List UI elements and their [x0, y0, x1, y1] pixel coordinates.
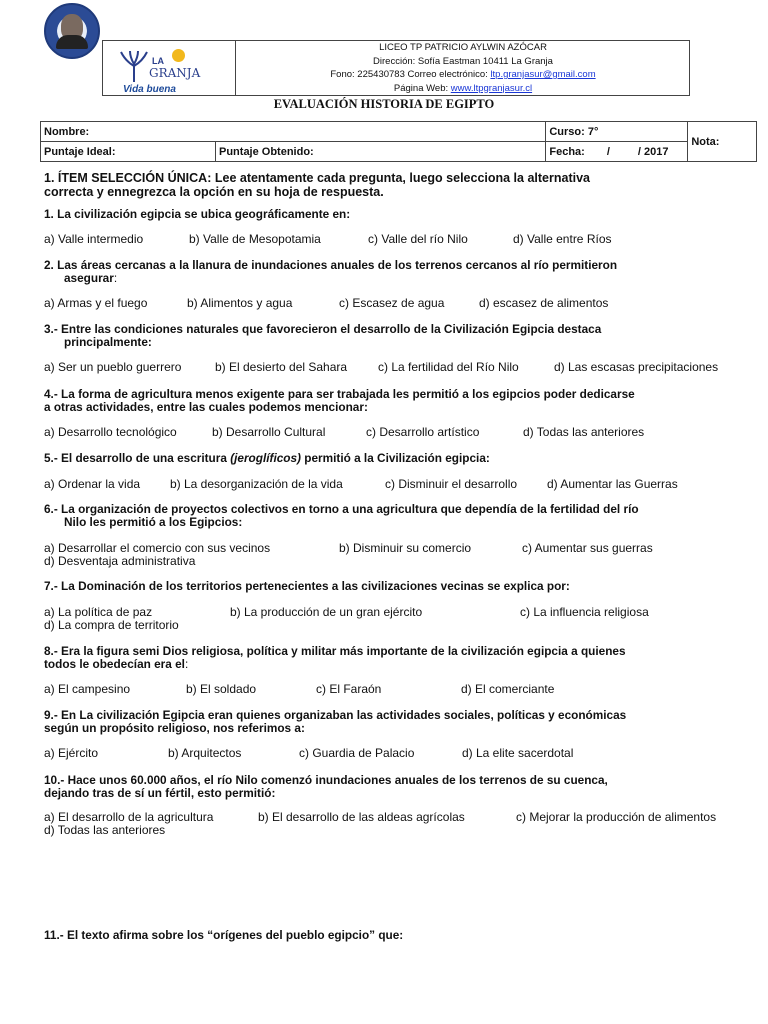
fecha-cell[interactable] — [546, 142, 688, 162]
question-text: permitió a la Civilización egipcia: — [301, 451, 490, 465]
option-c[interactable]: c) El Faraón — [316, 682, 382, 696]
student-info-table — [40, 121, 757, 162]
question-text: 8.- Era la figura semi Dios religiosa, política y militar más importante de la civilización egipcia a quienes — [44, 644, 626, 658]
option-c[interactable]: c) Mejorar la producción de alimentos — [516, 810, 717, 824]
option-d[interactable]: d) Todas las anteriores — [44, 823, 166, 837]
question-text: Nilo les permitió a los Egipcios: — [64, 515, 243, 529]
school-name: LICEO TP PATRICIO AYLWIN AZÓCAR — [379, 42, 547, 53]
question-tail: : — [113, 271, 118, 285]
option-b[interactable]: b) Arquitectos — [168, 746, 242, 760]
question-text: 6.- La organización de proyectos colectivos en torno a una agricultura que dependía de la fertilidad del río — [44, 502, 639, 516]
question-text: 5.- El desarrollo de una escritura — [44, 451, 231, 465]
question-text: según un propósito religioso, nos referimos a: — [44, 721, 305, 735]
option-b[interactable]: b) El desierto del Sahara — [215, 360, 348, 374]
option-c[interactable]: c) Aumentar sus guerras — [522, 541, 653, 555]
nombre-cell[interactable]: Nombre: — [41, 122, 546, 142]
option-c[interactable]: c) Guardia de Palacio — [299, 746, 415, 760]
question-text: asegurar — [64, 271, 114, 285]
portrait-coat — [56, 35, 88, 49]
option-d[interactable]: d) La elite sacerdotal — [462, 746, 574, 760]
question-italic: (jeroglíficos) — [230, 451, 301, 465]
option-a[interactable]: a) Ordenar la vida — [44, 477, 141, 491]
option-a[interactable]: a) El campesino — [44, 682, 131, 696]
school-address: Dirección: Sofía Eastman 10411 La Granja — [373, 55, 553, 67]
question-text: 3.- Entre las condiciones naturales que favorecieron el desarrollo de la Civilización Egipcia destaca — [44, 322, 602, 336]
question-8 — [44, 645, 626, 671]
question-text: dejando tras de sí un fértil, esto permitió: — [44, 786, 276, 800]
question-text: a otras actividades, entre las cuales podemos mencionar: — [44, 400, 368, 414]
option-d[interactable]: d) Valle entre Ríos — [513, 232, 612, 246]
question-text: 7.- La Dominación de los territorios pertenecientes a las civilizaciones vecinas se explica por: — [44, 579, 570, 593]
option-d[interactable]: d) Desventaja administrativa — [44, 554, 196, 568]
question-text: 1. La civilización egipcia se ubica geográficamente en: — [44, 207, 351, 221]
section-heading: 1. ÍTEM SELECCIÓN ÚNICA — [44, 171, 208, 185]
curso-cell: Curso: 7° — [546, 122, 688, 142]
option-a[interactable]: a) El desarrollo de la agricultura — [44, 810, 214, 824]
tree-logo-icon — [117, 50, 151, 84]
phone-label: Fono: 225430783 Correo electrónico: — [330, 69, 491, 80]
puntaje-ideal-cell: Puntaje Ideal: — [41, 142, 216, 162]
question-2 — [44, 259, 617, 285]
question-5 — [44, 452, 490, 465]
option-b[interactable]: b) El soldado — [186, 682, 257, 696]
option-a[interactable]: a) La política de paz — [44, 605, 153, 619]
option-c[interactable]: c) Desarrollo artístico — [366, 425, 480, 439]
sun-icon — [172, 49, 185, 62]
option-a[interactable]: a) Ser un pueblo guerrero — [44, 360, 182, 374]
question-tail: : — [184, 657, 189, 671]
question-10 — [44, 774, 608, 800]
option-d[interactable]: d) Las escasas precipitaciones — [554, 360, 719, 374]
option-b[interactable]: b) Alimentos y agua — [187, 296, 293, 310]
question-4 — [44, 388, 635, 414]
option-a[interactable]: a) Ejército — [44, 746, 99, 760]
question-text: 2. Las áreas cercanas a la llanura de inundaciones anuales de los terrenos cercanos al río permitieron — [44, 258, 618, 272]
school-seal-logo — [44, 3, 100, 59]
option-a[interactable]: a) Desarrollar el comercio con sus vecinos — [44, 541, 271, 555]
option-b[interactable]: b) La producción de un gran ejército — [230, 605, 423, 619]
fecha-label: Fecha: — [549, 145, 585, 158]
option-a[interactable]: a) Valle intermedio — [44, 232, 144, 246]
option-c[interactable]: c) Disminuir el desarrollo — [385, 477, 518, 491]
question-11 — [44, 929, 403, 942]
instructions-line: : Lee atentamente cada pregunta, luego selecciona la alternativa — [207, 171, 590, 185]
question-text: 10.- Hace unos 60.000 años, el río Nilo comenzó inundaciones anuales de los terrenos de su cuenca, — [44, 773, 608, 787]
question-9 — [44, 709, 626, 735]
option-b[interactable]: b) Desarrollo Cultural — [212, 425, 326, 439]
option-d[interactable]: d) El comerciante — [461, 682, 555, 696]
option-c[interactable]: c) Valle del río Nilo — [368, 232, 468, 246]
school-web — [236, 82, 690, 96]
nota-cell[interactable]: Nota: — [688, 122, 757, 162]
fecha-slash: / — [637, 145, 641, 158]
school-info — [236, 41, 690, 95]
exam-title: EVALUACIÓN HISTORIA DE EGIPTO — [273, 97, 495, 111]
option-d[interactable]: d) Aumentar las Guerras — [547, 477, 678, 491]
section-instructions — [44, 171, 590, 199]
question-text: todos le obedecían era el — [44, 657, 185, 671]
question-text: principalmente: — [64, 335, 152, 349]
question-3 — [44, 323, 601, 349]
web-label: Página Web: — [393, 82, 451, 94]
option-d[interactable]: d) escasez de alimentos — [479, 296, 609, 310]
school-contact — [236, 68, 690, 82]
fecha-year: 2017 — [644, 145, 669, 158]
option-a[interactable]: a) Armas y el fuego — [44, 296, 148, 310]
option-b[interactable]: b) Disminuir su comercio — [339, 541, 472, 555]
option-b[interactable]: b) La desorganización de la vida — [170, 477, 343, 491]
logo-granja: GRANJA — [149, 66, 201, 80]
question-1 — [44, 208, 350, 221]
option-b[interactable]: b) Valle de Mesopotamia — [189, 232, 321, 246]
question-text: 11.- El texto afirma sobre los “orígenes del pueblo egipcio” que: — [44, 928, 404, 942]
option-d[interactable]: d) La compra de territorio — [44, 618, 179, 632]
question-text: 9.- En La civilización Egipcia eran quienes organizaban las actividades sociales, políticas y económicas — [44, 708, 627, 722]
question-7 — [44, 580, 570, 593]
option-a[interactable]: a) Desarrollo tecnológico — [44, 425, 177, 439]
question-6 — [44, 503, 639, 529]
instructions-line: correcta y ennegrezca la opción en su hoja de respuesta. — [44, 185, 384, 199]
question-text: 4.- La forma de agricultura menos exigente para ser trabajada les permitió a los egipcios poder dedicarse — [44, 387, 635, 401]
option-d[interactable]: d) Todas las anteriores — [523, 425, 645, 439]
email-link[interactable]: ltp.granjasur@gmail.com — [490, 69, 596, 80]
logo-slogan: Vida buena — [123, 84, 176, 95]
option-c[interactable]: c) La influencia religiosa — [520, 605, 649, 619]
option-c[interactable]: c) Escasez de agua — [339, 296, 445, 310]
web-link[interactable]: www.ltpgranjasur.cl — [450, 82, 533, 94]
logo-la: LA — [152, 56, 164, 66]
puntaje-obtenido-cell[interactable]: Puntaje Obtenido: — [216, 142, 546, 162]
fecha-slash: / — [606, 145, 610, 158]
option-b[interactable]: b) El desarrollo de las aldeas agrícolas — [258, 810, 465, 824]
option-c[interactable]: c) La fertilidad del Río Nilo — [378, 360, 519, 374]
